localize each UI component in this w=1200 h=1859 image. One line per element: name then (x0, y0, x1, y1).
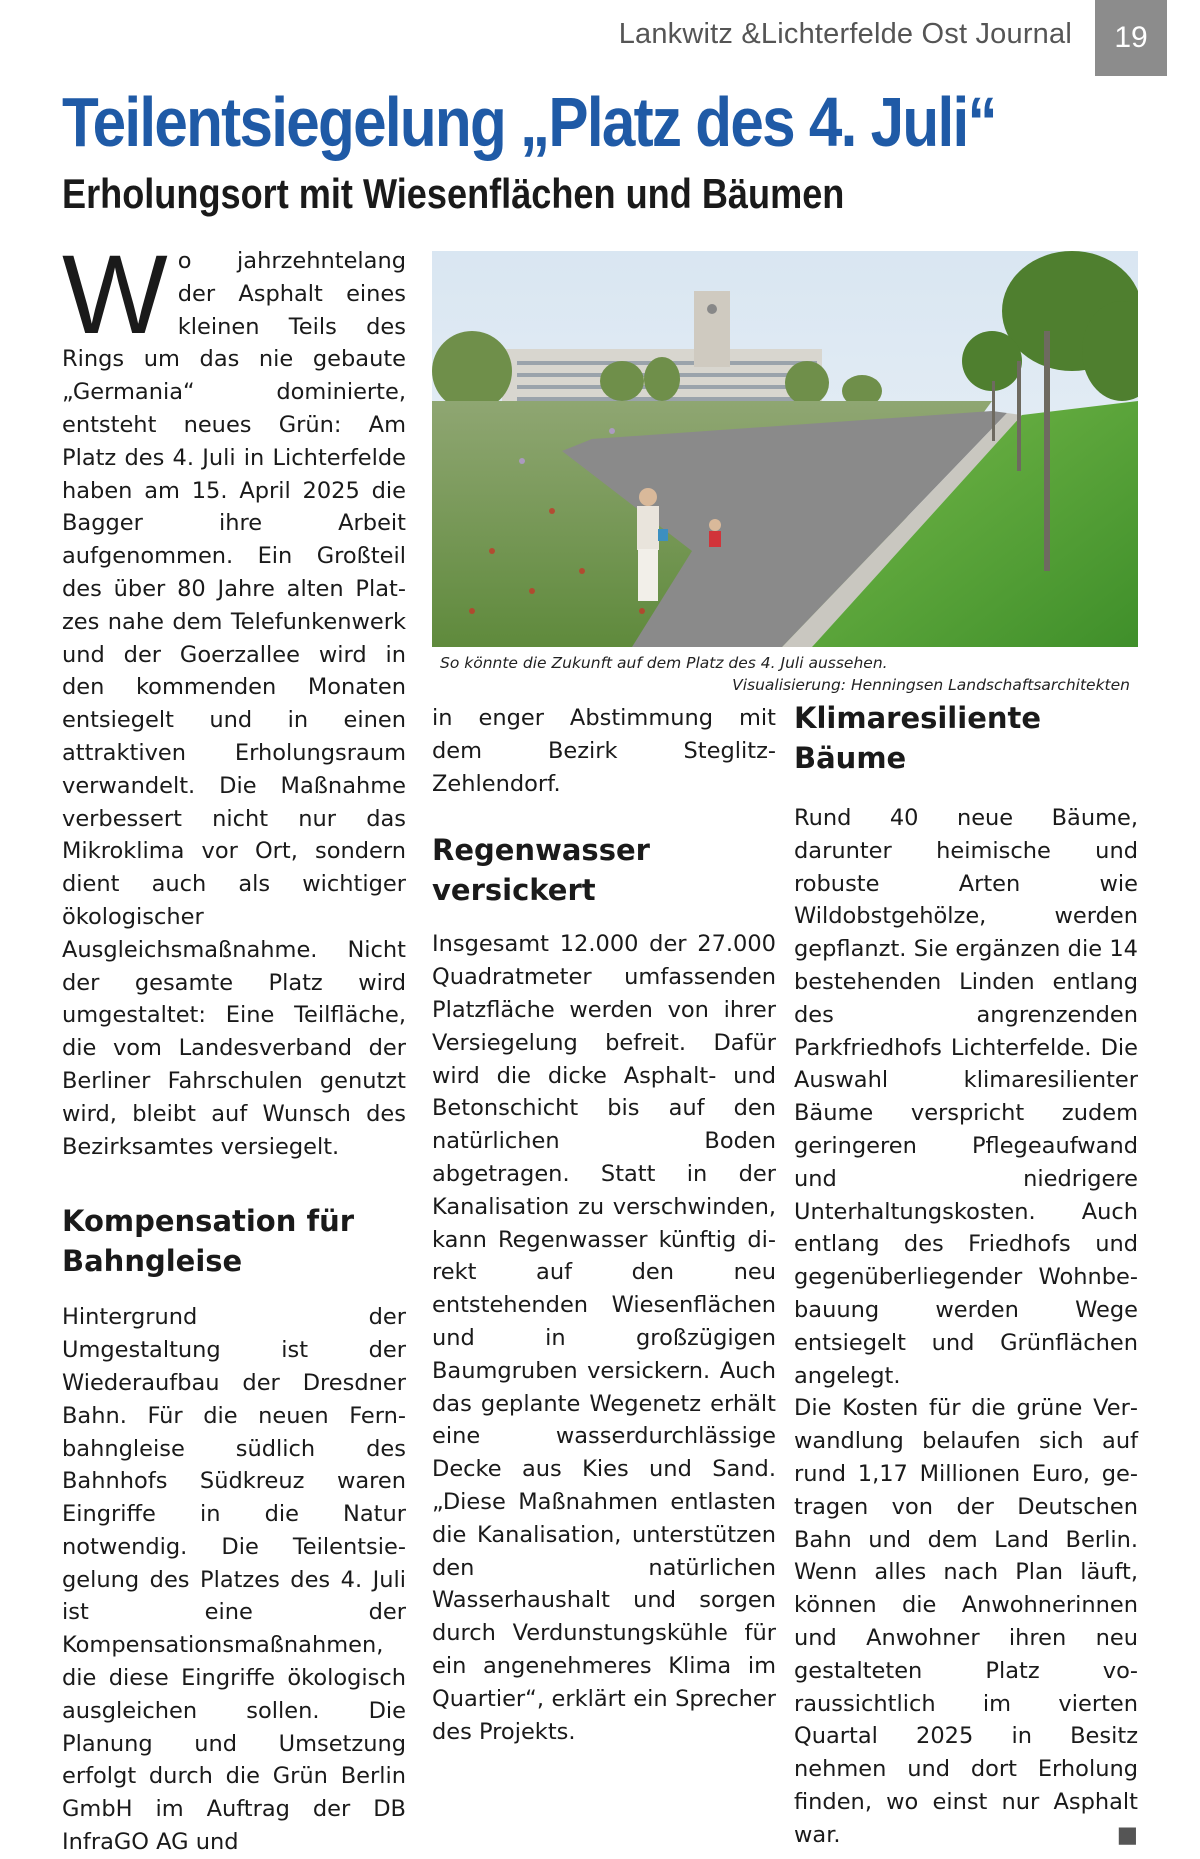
column-1 (62, 232, 406, 1859)
section-klimaresilient-text-1: Rund 40 neue Bäume, darunter heimische und robuste Arten wie Wildobstgehölze, werden gepflanzt. Sie ergänzen die 14 bestehenden Linden entlang des angrenzenden Parkfriedhofs Lichterfelde. Die Auswahl klimaresilienter Bäume verspricht zudem geringeren Pflegeaufwand und niedrigere Unterhaltungskosten. Auch entlang des Friedhofs und gegenüberliegender Wohnbebauung werden Wege entsiegelt und Grünflächen angelegt. (794, 805, 1138, 1389)
column-2 (432, 702, 776, 1748)
section-kompensation-continued: in enger Abstimmung mit dem Bezirk Steglitz-Zehlendorf. (432, 705, 776, 797)
section-kompensation-text: Hintergrund der Umgestaltung ist der Wiederaufbau der Dresdner Bahn. Für die neuen Fernbahngleise südlich des Bahnhofs Südkreuz waren Eingriffe in die Natur notwendig. Die Teilentsiegelung des Platzes des 4. Juli ist eine der Kompensationsmaßnahmen, die diese Eingriffe ökologisch ausgleichen sollen. Die Planung und Umsetzung erfolgt durch die Grün Berlin GmbH im Auftrag der DB InfraGO AG und (62, 1304, 406, 1856)
section-klimaresilient-text-2 (794, 1392, 1138, 1851)
section-heading-kompensation: Kompensation für Bahngleise (62, 1204, 355, 1279)
photo-caption: So könnte die Zukunft auf dem Platz des 4. Juli aussehen. (440, 654, 888, 672)
intro-paragraph: o jahrzehntelang der Asphalt eines kleinen Teils des Rings um das nie gebaute „Germania“ dominierte, entsteht neues Grün: Am Platz des 4. Juli in Lichterfelde haben am 15. April 2025 die Bagger ihre Arbeit aufgenommen. Ein Großteil des über 80 Jahre alten Platzes nahe dem Telefunkenwerk und der Goerzallee wird in den kommenden Monaten entsiegelt und in einen attraktiven Erholungsraum verwandelt. Die Maßnahme verbessert nicht nur das Mikroklima vor Ort, sondern dient auch als wichtiger ökologischer Ausgleichsmaßnahme. Nicht der gesamte Platz wird umgestaltet: Eine Teilfläche, die vom Landesverband der Berliner Fahrschulen genutzt wird, bleibt auf Wunsch des Bezirksamtes versiegelt. (62, 248, 406, 1160)
photo-credit: Visualisierung: Henningsen Landschaftsarchitekten (732, 676, 1130, 694)
journal-name: Lankwitz &Lichterfelde Ost Journal (618, 18, 1072, 50)
page-number: 19 (1095, 0, 1167, 76)
section-klimaresilient-text-2-body: Die Kosten für die grüne Verwandlung belaufen sich auf rund 1,17 Millionen Euro, getragen von der Deutschen Bahn und dem Land Berlin. Wenn alles nach Plan läuft, können die Anwohnerinnen und Anwohner ihren neu gestalteten Platz voraussichtlich im vierten Quartal 2025 in Besitz nehmen und dort Erholung finden, wo einst nur Asphalt war. (794, 1395, 1138, 1848)
park-visualization-image (432, 251, 1138, 647)
dropcap: W (62, 232, 168, 357)
column-3 (794, 702, 1138, 1852)
photo-caption-block (440, 652, 1130, 696)
section-regenwasser-text: Insgesamt 12.000 der 27.000 Quadratmeter umfassenden Platzfläche werden von ihrer Versiegelung befreit. Dafür wird die dicke Asphalt- und Betonschicht bis auf den natürlichen Boden abgetragen. Statt in der Kanalisation zu verschwinden, kann Regenwasser künftig direkt auf den neu entstehenden Wiesenflächen und in großzügigen Baumgruben versickern. Auch das geplante Wegenetz erhält eine wasserdurchlässige Decke aus Kies und Sand. „Diese Maßnahmen entlasten die Kanalisation, unterstützen den natürlichen Wasserhaushalt und sorgen durch Verdunstungskühle für ein angenehmeres Klima im Quartier“, erklärt ein Sprecher des Projekts. (432, 931, 776, 1745)
visualization-photo (432, 251, 1138, 647)
section-heading-regenwasser: Regenwasser versickert (432, 833, 650, 908)
end-mark-icon: ■ (1116, 1821, 1138, 1848)
section-heading-klimaresilient: Klimaresiliente Bäume (794, 701, 1042, 775)
article-title: Teilentsiegelung „Platz des 4. Juli“ (62, 83, 996, 161)
article-subtitle: Erholungsort mit Wiesenflächen und Bäumen (62, 170, 845, 217)
